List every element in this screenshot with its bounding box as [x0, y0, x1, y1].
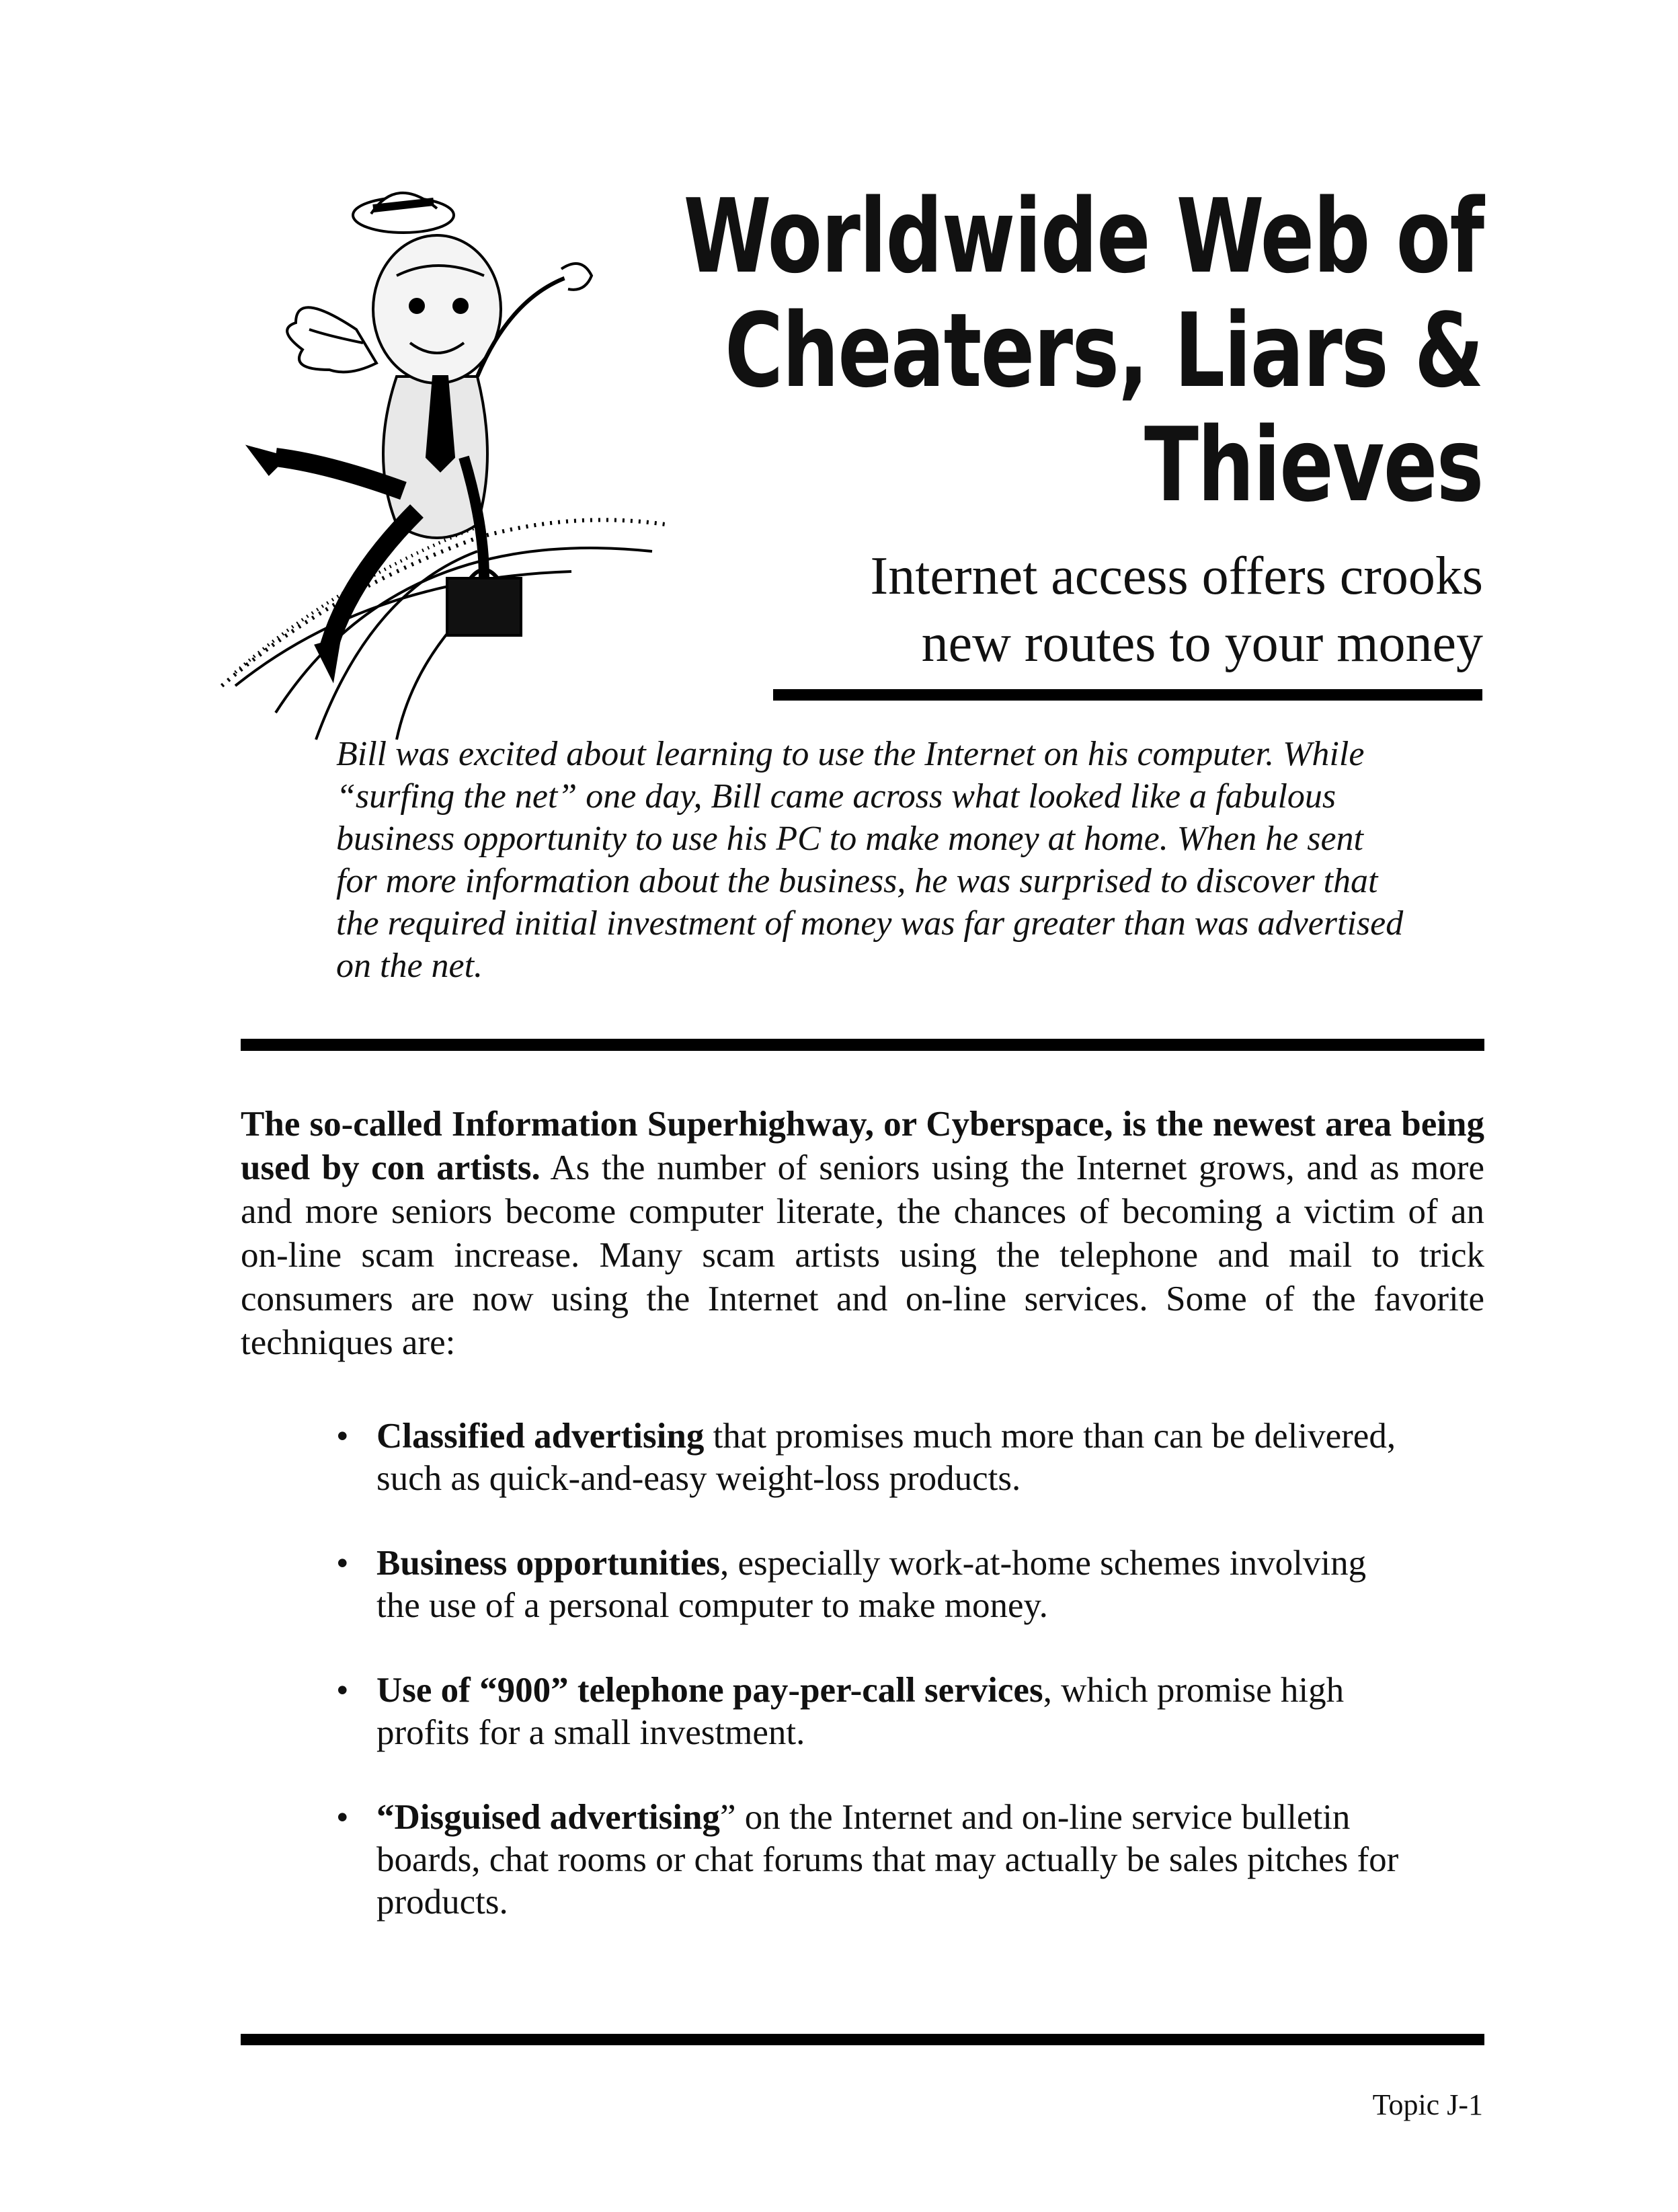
list-item-term: “Disguised advertising [376, 1798, 720, 1837]
main-lead-text: The so-called Information Superhighway, or Cyberspace, is the newest area being used by con artists. [241, 1105, 1484, 1187]
subtitle-line-1: Internet access offers crooks [870, 547, 1483, 606]
subtitle-divider [773, 689, 1482, 701]
list-item [336, 1796, 1412, 1924]
section-divider [241, 1039, 1484, 1051]
main-paragraph [241, 1103, 1484, 1365]
title-line-3: Thieves [1144, 405, 1483, 524]
bullet-icon: • [336, 1671, 349, 1710]
intro-paragraph: Bill was excited about learning to use the Internet on his computer. While “surfing the net” one day, Bill came across what looked like a fabulous business opportunity to use his PC to make money at home. When he sent for more information about the business, he was surprised to discover that the required initial investment of money was far greater than was advertised on the net. [336, 735, 1404, 985]
list-item-text: ” on the Internet and on-line service bulletin boards, chat rooms or chat forums that may actually be sales pitches for products. [376, 1798, 1399, 1922]
list-item-text: that promises much more than can be delivered, such as quick-and-easy weight-loss products. [376, 1417, 1396, 1498]
bullet-icon: • [336, 1417, 349, 1456]
list-item-term: Classified advertising [376, 1417, 705, 1456]
list-item [336, 1415, 1412, 1500]
list-item-term: Business opportunities [376, 1544, 721, 1583]
page-footer: Topic J-1 [1372, 2088, 1483, 2121]
title-line-1: Worldwide Web of [683, 177, 1483, 296]
list-item [336, 1669, 1412, 1754]
bullet-icon: • [336, 1798, 349, 1837]
list-item-term: Use of “900” telephone pay-per-call services [376, 1671, 1043, 1710]
bullet-icon: • [336, 1544, 349, 1583]
footer-divider [241, 2034, 1484, 2045]
title-line-2: Cheaters, Liars & [725, 291, 1483, 410]
list-item-text: , which promise high profits for a small investment. [376, 1671, 1345, 1752]
list-item-text: , especially work-at-home schemes involving the use of a personal computer to make money. [376, 1544, 1367, 1625]
subtitle-line-2: new routes to your money [921, 614, 1483, 673]
main-body-text: As the number of seniors using the Internet grows, and as more and more seniors become computer literate, the chances of becoming a victim of an on-line scam increase. Many scam artists using the telephone and mail to trick consumers are now using the Internet and on-line services. Some of the favorite techniques are: [241, 1148, 1484, 1362]
intro-story [336, 733, 1412, 987]
list-item [336, 1542, 1412, 1627]
techniques-list [336, 1415, 1412, 1966]
